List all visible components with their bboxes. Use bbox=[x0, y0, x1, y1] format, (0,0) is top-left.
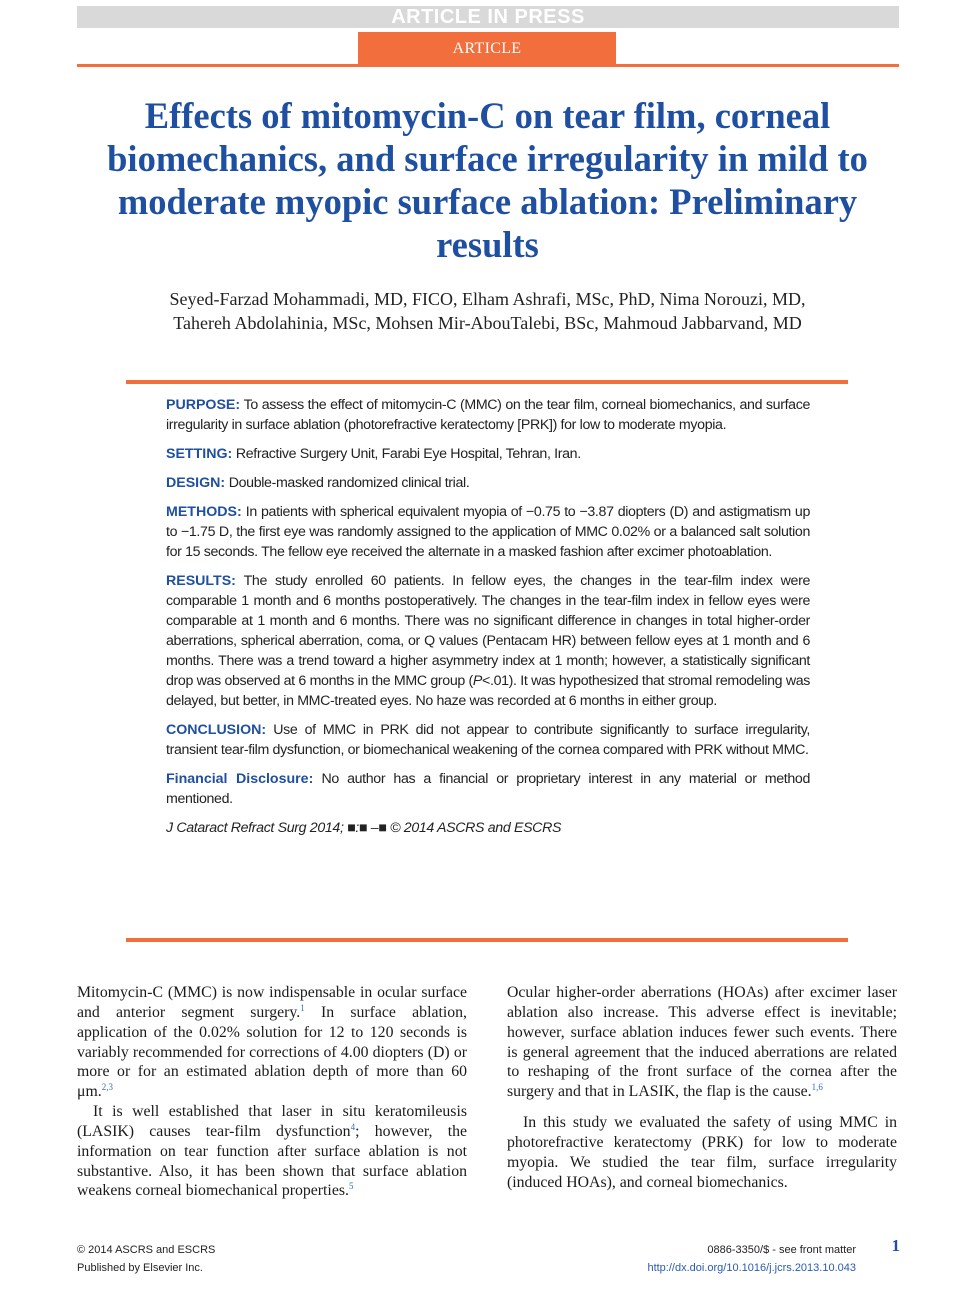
abstract-disclosure bbox=[166, 769, 810, 809]
doi-link[interactable]: http://dx.doi.org/10.1016/j.jcrs.2013.10.043 bbox=[647, 1262, 856, 1274]
purpose-text: To assess the effect of mitomycin-C (MMC) on the tear film, corneal biomechanics, and surface irregularity in surface ablation (photorefractive keratectomy [PRK]) for low to moderate myopia. bbox=[166, 397, 811, 433]
setting-label: SETTING: bbox=[166, 446, 233, 462]
body-text: Ocular higher-order aberrations (HOAs) after excimer laser ablation also increase. This adverse effect is inevitable; however, surface ablation induces fewer such events. There is general agreement that the induced aberrations are related to reshaping of the front surface of the cornea after the surgery and that in LASIK, the flap is the cause. bbox=[507, 984, 897, 1101]
page-number: 1 bbox=[891, 1236, 900, 1255]
p-value-symbol: P bbox=[472, 673, 483, 689]
disclosure-text: No author has a financial or proprietary interest in any material or method mentioned. bbox=[166, 771, 810, 807]
abstract-top-rule bbox=[126, 380, 848, 384]
setting-text: Refractive Surgery Unit, Farabi Eye Hospital, Tehran, Iran. bbox=[235, 446, 581, 462]
abstract-results bbox=[166, 571, 810, 711]
abstract-purpose bbox=[166, 395, 810, 435]
conclusion-label: CONCLUSION: bbox=[166, 722, 267, 738]
article-type-tab: ARTICLE bbox=[358, 32, 616, 65]
footer-right bbox=[560, 1241, 856, 1277]
header-rule bbox=[77, 64, 899, 67]
footer-left bbox=[77, 1241, 215, 1277]
conclusion-text: Use of MMC in PRK did not appear to contribute significantly to surface irregularity, transient tear-film dysfunction, or biomechanical weakening of the cornea compared with PRK without MMC. bbox=[166, 722, 810, 758]
reference-link[interactable]: 2,3 bbox=[101, 1082, 113, 1093]
results-text-a: The study enrolled 60 patients. In fellow eyes, the changes in the tear-film index were comparable 1 month and 6 months postoperatively. The changes in the tear-film index in fellow eyes were comparable at 1 month and 6 months. There was no significant difference in changes in total higher-order aberrations, spherical aberration, coma, or Q values (Pentacam HR) between fellow eyes at 1 month and 6 months. There was a trend toward a higher asymmetry index at 1 month; however, a statistically significant drop was observed at 6 months in the MMC group ( bbox=[166, 573, 810, 689]
abstract-design bbox=[166, 473, 810, 493]
body-paragraph bbox=[77, 1102, 467, 1201]
body-text: ; however, the information on tear function after surface ablation is not substantive. Also, it has been shown that surface ablation weakens corneal biomechanical properties. bbox=[77, 1122, 467, 1200]
results-text-b: <.01). It was hypothesized that stromal remodeling was delayed, but better, in MMC-treated eyes. No haze was recorded at 6 months in either group. bbox=[166, 673, 811, 709]
disclosure-label: Financial Disclosure: bbox=[166, 771, 314, 787]
author-list bbox=[90, 287, 885, 335]
author-line-1: Seyed-Farzad Mohammadi, MD, FICO, Elham Ashrafi, MSc, PhD, Nima Norouzi, MD, bbox=[169, 289, 806, 309]
results-label: RESULTS: bbox=[166, 573, 236, 589]
body-text: It is well established that laser in situ keratomileusis (LASIK) causes tear-film dysfunction bbox=[77, 1103, 467, 1140]
body-text: In surface ablation, application of the 0.02% solution for 12 to 120 seconds is variably recommended for corrections of 4.00 diopters (D) or more or for an estimated ablation depth of more than 60 μm. bbox=[77, 1003, 467, 1101]
body-column-left bbox=[77, 983, 467, 1201]
footer-issn: 0886-3350/$ - see front matter bbox=[707, 1244, 856, 1256]
article-title: Effects of mitomycin-C on tear film, corneal biomechanics, and surface irregularity in mild to moderate myopic surface ablation: Preliminary results bbox=[107, 95, 868, 265]
footer-copyright: © 2014 ASCRS and ESCRS bbox=[77, 1244, 216, 1256]
body-text: Mitomycin-C (MMC) is now indispensable in ocular surface and anterior segment surgery. bbox=[77, 984, 467, 1021]
author-line-2: Tahereh Abdolahinia, MSc, Mohsen Mir-AbouTalebi, BSc, Mahmoud Jabbarvand, MD bbox=[173, 313, 802, 333]
article-in-press-banner: ARTICLE IN PRESS bbox=[77, 6, 899, 28]
design-text: Double-masked randomized clinical trial. bbox=[228, 475, 470, 491]
reference-link[interactable]: 1 bbox=[300, 1002, 305, 1013]
body-paragraph: In this study we evaluated the safety of using MMC in photorefractive keratectomy (PRK) for low to moderate myopia. We studied the tear film, surface irregularity (induced HOAs), and corneal biomechanics. bbox=[507, 1114, 897, 1191]
abstract-setting bbox=[166, 444, 810, 464]
purpose-label: PURPOSE: bbox=[166, 397, 241, 413]
methods-text: In patients with spherical equivalent myopia of −0.75 to −3.87 diopters (D) and astigmatism up to −1.75 D, the first eye was randomly assigned to the application of MMC 0.02% or a balanced salt solution for 15 seconds. The fellow eye received the alternate in a masked fashion after excimer photoablation. bbox=[166, 504, 810, 560]
abstract-methods bbox=[166, 502, 810, 562]
abstract-bottom-rule bbox=[126, 938, 848, 942]
body-paragraph bbox=[77, 983, 467, 1102]
abstract bbox=[166, 395, 810, 847]
design-label: DESIGN: bbox=[166, 475, 226, 491]
body-paragraph bbox=[507, 983, 897, 1102]
footer-publisher: Published by Elsevier Inc. bbox=[77, 1262, 203, 1274]
reference-link[interactable]: 1,6 bbox=[811, 1082, 823, 1093]
reference-link[interactable]: 5 bbox=[348, 1181, 354, 1192]
abstract-conclusion bbox=[166, 720, 810, 760]
journal-citation: J Cataract Refract Surg 2014; ■:■ –■ © 2014 ASCRS and ESCRS bbox=[166, 820, 562, 836]
body-column-right bbox=[507, 983, 897, 1192]
reference-link[interactable]: 4 bbox=[350, 1121, 356, 1132]
methods-label: METHODS: bbox=[166, 504, 242, 520]
